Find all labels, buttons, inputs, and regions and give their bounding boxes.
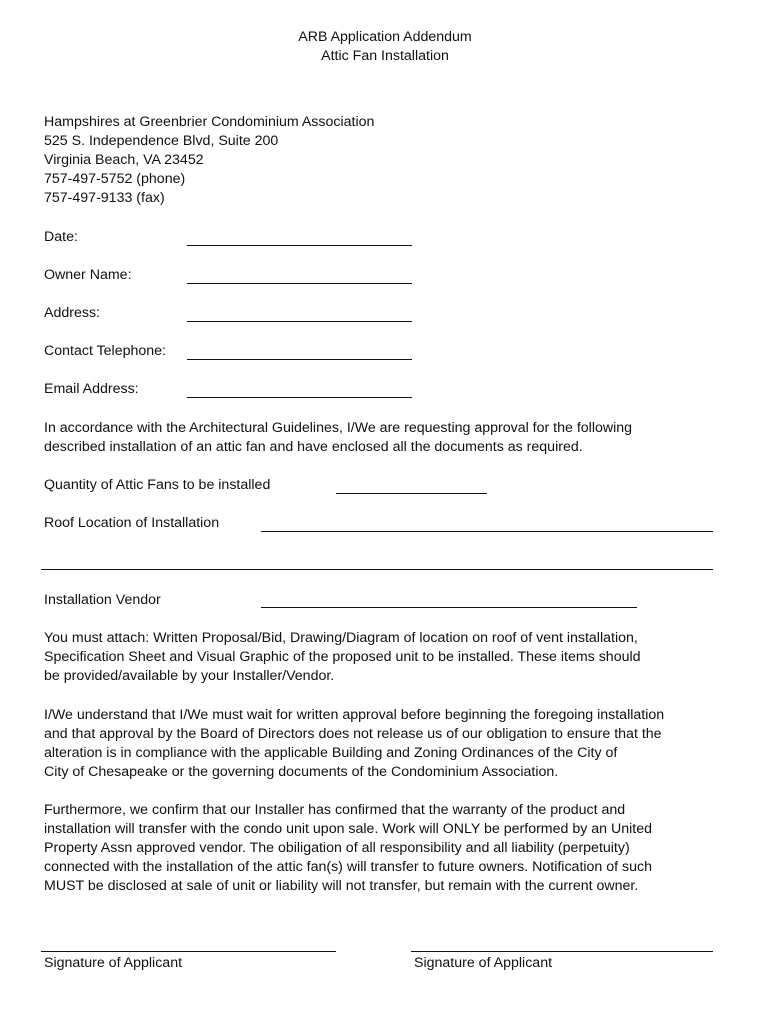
quantity-label: Quantity of Attic Fans to be installed [44,477,271,493]
paragraph-line: In accordance with the Architectural Guidelines, I/We are requesting approval for the following [44,420,633,436]
signature-label-right: Signature of Applicant [414,955,553,971]
association-name: Hampshires at Greenbrier Condominium Association [44,114,375,130]
paragraph-line: alteration is in compliance with the applicable Building and Zoning Ordinances of the City of [44,745,618,761]
paragraph-line: be provided/available by your Installer/Vendor. [44,668,335,684]
roof-location-label: Roof Location of Installation [44,515,220,531]
furthermore-paragraph [44,801,744,896]
signature-line-left[interactable] [41,951,336,952]
association-phone: 757-497-5752 (phone) [44,171,186,187]
signature-label-left: Signature of Applicant [44,955,183,971]
paragraph-line: Property Assn approved vendor. The obiligation of all responsibility and all liability (perpetuity) [44,840,630,856]
paragraph-line: and that approval by the Board of Directors does not release us of our obligation to ensure that the [44,726,662,742]
contact-telephone-line[interactable] [187,359,412,360]
request-paragraph [44,419,744,457]
attach-paragraph [44,629,744,686]
installation-vendor-line[interactable] [261,607,637,608]
signature-line-right[interactable] [411,951,713,952]
understand-paragraph [44,706,744,782]
email-address-line[interactable] [187,397,412,398]
paragraph-line: described installation of an attic fan and have enclosed all the documents as required. [44,439,583,455]
roof-location-line[interactable] [261,531,713,532]
association-street: 525 S. Independence Blvd, Suite 200 [44,133,279,149]
installation-vendor-label: Installation Vendor [44,592,161,608]
owner-name-line[interactable] [187,283,412,284]
paragraph-line: You must attach: Written Proposal/Bid, Drawing/Diagram of location on roof of vent installation, [44,630,638,646]
date-label: Date: [44,229,78,245]
document-title: ARB Application Addendum [298,29,472,45]
paragraph-line: Furthermore, we confirm that our Installer has confirmed that the warranty of the product and [44,802,626,818]
quantity-line[interactable] [336,493,487,494]
paragraph-line: I/We understand that I/We must wait for written approval before beginning the foregoing installation [44,707,665,723]
paragraph-line: MUST be disclosed at sale of unit or liability will not transfer, but remain with the current owner. [44,878,639,894]
association-city: Virginia Beach, VA 23452 [44,152,204,168]
paragraph-line: Specification Sheet and Visual Graphic of the proposed unit to be installed. These items should [44,649,641,665]
address-line[interactable] [187,321,412,322]
email-address-label: Email Address: [44,381,139,397]
document-subtitle: Attic Fan Installation [321,48,449,64]
paragraph-line: City of Chesapeake or the governing documents of the Condominium Association. [44,764,559,780]
association-fax: 757-497-9133 (fax) [44,190,165,206]
paragraph-line: connected with the installation of the attic fan(s) will transfer to future owners. Notification of such [44,859,652,875]
contact-telephone-label: Contact Telephone: [44,343,166,359]
paragraph-line: installation will transfer with the condo unit upon sale. Work will ONLY be performed by an United [44,821,653,837]
owner-name-label: Owner Name: [44,267,132,283]
address-label: Address: [44,305,100,321]
roof-location-line-2[interactable] [41,569,713,570]
date-line[interactable] [187,245,412,246]
